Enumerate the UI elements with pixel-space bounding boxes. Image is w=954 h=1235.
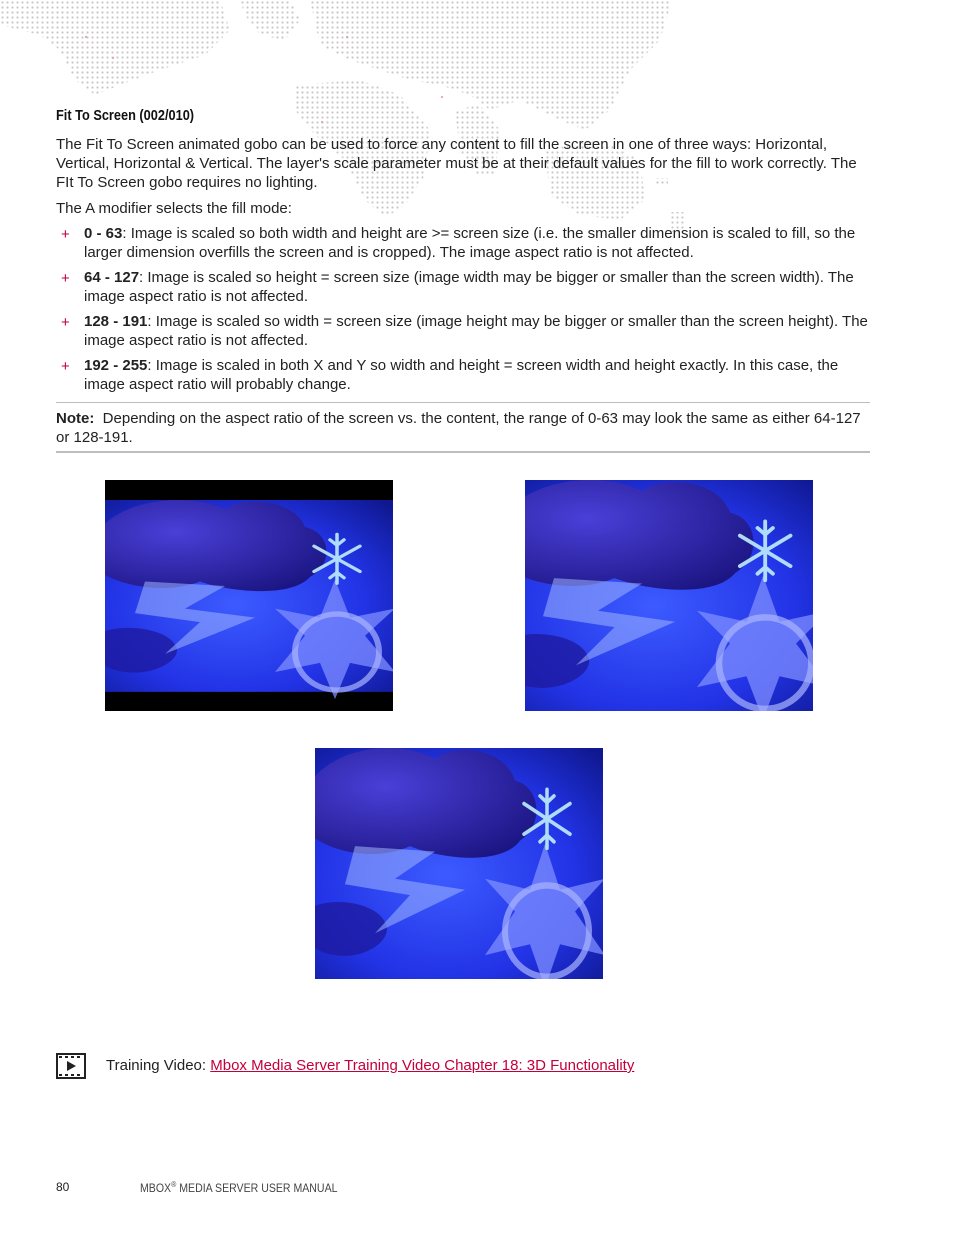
bullet-plus-icon: +	[61, 270, 70, 287]
list-item	[56, 356, 870, 394]
bullet-plus-icon: +	[61, 314, 70, 331]
video-play-icon	[56, 1053, 86, 1079]
note-body: Depending on the aspect ratio of the screen vs. the content, the range of 0-63 may look the same as either 64-127 or 128-191.	[56, 410, 861, 446]
intro-paragraph: The Fit To Screen animated gobo can be used to force any content to fill the screen in one of three ways: Horizontal, Vertical, Horizontal & Vertical. The layer's scale parameter must be at their default values for the fill to work correctly. The FIt To Screen gobo requires no lighting.	[56, 136, 857, 191]
footer-title-prefix: MBOX	[140, 1181, 172, 1195]
footer-registered-mark: ®	[171, 1180, 177, 1189]
footer-manual-title	[140, 1180, 337, 1195]
list-item	[56, 268, 870, 306]
example-image-mode-0-63	[105, 480, 393, 711]
mode-description: : Image is scaled so height = screen size (image width may be bigger or smaller than the screen width). The image aspect ratio is not affected.	[84, 269, 854, 305]
mode-description: : Image is scaled in both X and Y so width and height = screen width and height exactly. In this case, the image aspect ratio will probably change.	[84, 357, 839, 393]
page-number: 80	[56, 1180, 70, 1194]
list-item	[56, 312, 870, 350]
note-text	[56, 409, 870, 447]
modifier-paragraph: The A modifier selects the fill mode:	[56, 200, 292, 217]
example-image-mode-64-127	[525, 480, 813, 711]
mode-range: 64 - 127	[84, 269, 140, 286]
mode-range: 128 - 191	[84, 313, 148, 330]
example-image-mode-192-255	[315, 748, 603, 979]
bullet-plus-icon: +	[61, 226, 70, 243]
bullet-plus-icon: +	[61, 358, 70, 375]
note-label: Note:	[56, 410, 95, 427]
footer-title-suffix: MEDIA SERVER USER MANUAL	[176, 1181, 338, 1195]
section-heading: Fit To Screen (002/010)	[56, 108, 195, 124]
mode-range: 0 - 63	[84, 225, 123, 242]
training-video-line	[106, 1056, 634, 1075]
mode-range: 192 - 255	[84, 357, 148, 374]
mode-description: : Image is scaled so width = screen size (image height may be bigger or smaller than the screen height). The image aspect ratio is not affected.	[84, 313, 868, 349]
fill-mode-list	[56, 224, 870, 400]
list-item	[56, 224, 870, 262]
note-box	[56, 402, 870, 453]
training-video-link[interactable]: Mbox Media Server Training Video Chapter 18: 3D Functionality	[210, 1057, 635, 1074]
mode-description: : Image is scaled so both width and height are >= screen size (i.e. the smaller dimension is scaled to fill, so the larger dimension overfills the screen and is cropped). The image aspect ratio is not affected.	[84, 225, 856, 261]
training-label: Training Video:	[106, 1057, 211, 1074]
